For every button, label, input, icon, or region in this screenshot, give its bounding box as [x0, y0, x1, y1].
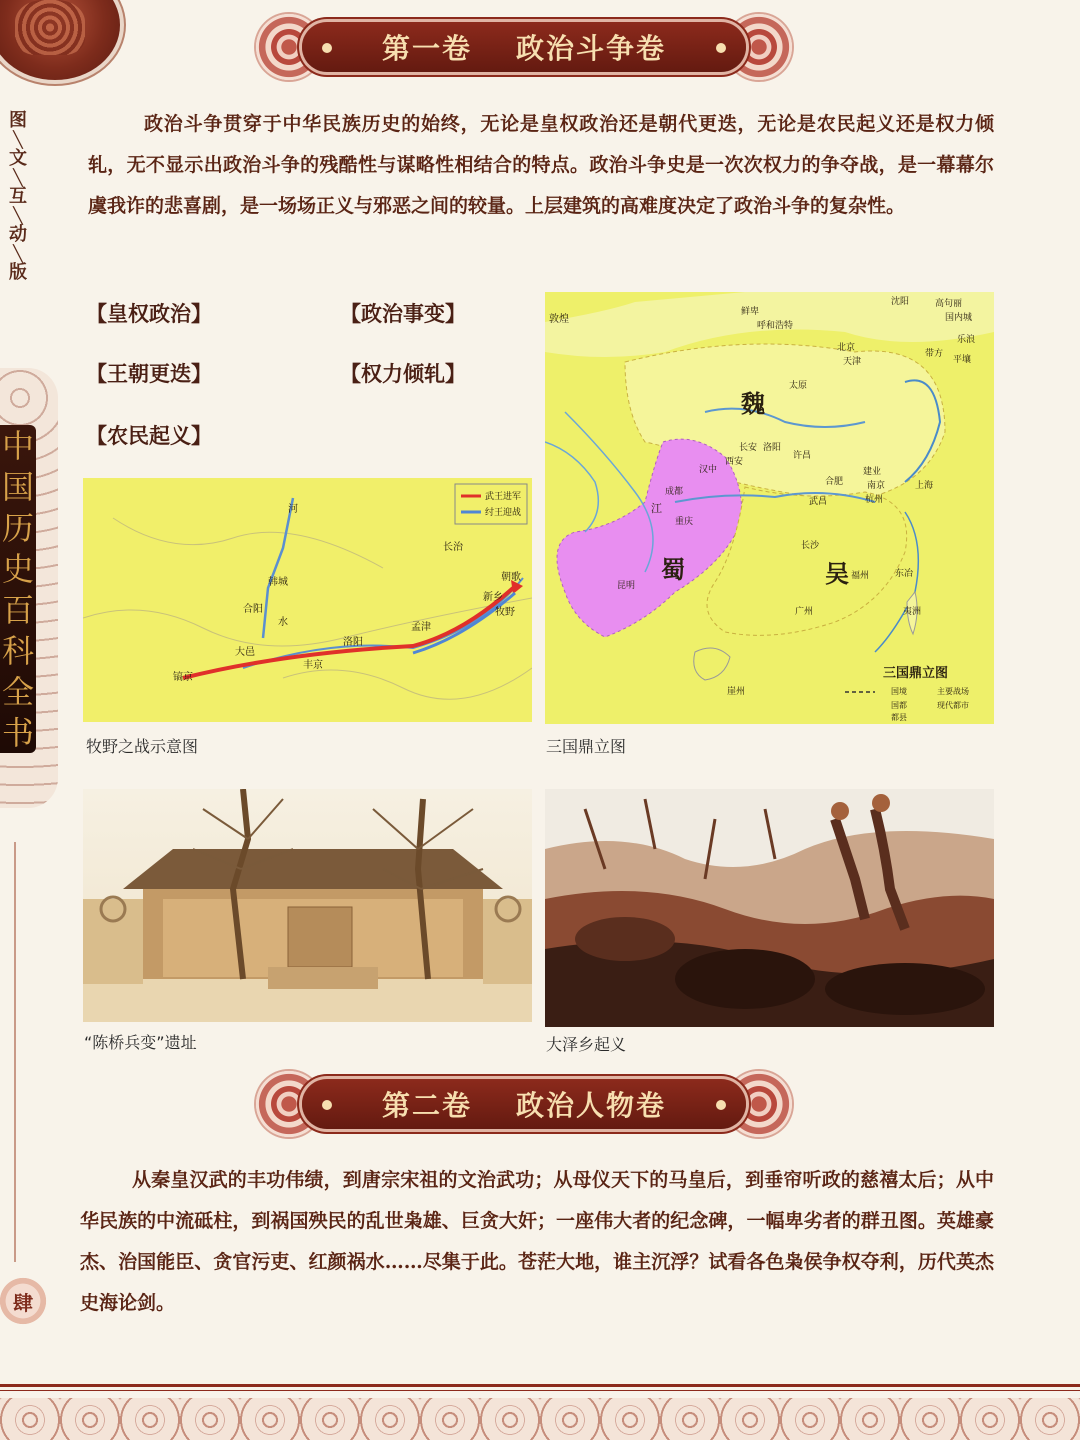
map-place-label: 平壤 [953, 355, 972, 365]
map-place-label: 高句丽 [935, 299, 963, 309]
bullet-dot-icon [716, 1100, 726, 1110]
map-legend-label: 国境 [891, 687, 907, 696]
nav-separator: ╲ [13, 244, 23, 263]
muye-battle-map [83, 478, 532, 722]
map-place-label: 沈阳 [891, 297, 910, 307]
map-place-label: 合阳 [243, 604, 263, 615]
map-place-label: 南京 [867, 481, 886, 491]
map-place-label: 西安 [725, 457, 744, 467]
map-place-label: 长治 [443, 542, 463, 553]
three-kingdoms-map [545, 292, 994, 724]
map-place-label: 杭州 [865, 495, 884, 505]
bullet-dot-icon [322, 1100, 332, 1110]
banner-pill [302, 1079, 746, 1129]
map-place-label: 呼和浩特 [757, 321, 794, 331]
series-title-char: 中 [1, 426, 34, 465]
banner-pill [302, 22, 746, 72]
map-place-label: 韩城 [268, 577, 288, 588]
map-place-label: 鲜卑 [741, 307, 760, 317]
topic-tag: 【权力倾轧】 [340, 361, 466, 386]
map-legend-label: 都县 [891, 713, 907, 722]
map-place-label: 许昌 [793, 451, 812, 461]
bottom-cloud-border [0, 1398, 1080, 1440]
bottom-rule [0, 1384, 1080, 1387]
map-place-label: 新乡 [483, 592, 503, 603]
nav-separator: ╲ [13, 206, 23, 225]
map-place-label: 广州 [795, 607, 814, 617]
map-place-label: 洛阳 [343, 637, 363, 648]
bullet-dot-icon [716, 43, 726, 53]
map-place-label: 江 [651, 502, 662, 515]
volume-title: 政治斗争卷 [516, 32, 667, 65]
nav-separator: ╲ [13, 168, 23, 187]
map-legend-label: 国都 [891, 701, 907, 710]
series-title-char: 史 [1, 549, 34, 588]
map-place-label: 天津 [843, 357, 862, 367]
corner-medallion-image [0, 0, 120, 80]
map-place-label: 带方 [925, 349, 944, 359]
volume-number: 第二卷 [381, 1089, 472, 1122]
map-place-label: 大邑 [235, 647, 255, 658]
map-place-label: 太原 [789, 381, 808, 391]
series-title-char: 国 [1, 467, 34, 506]
map-place-label: 牧野 [495, 607, 515, 618]
map-place-label: 上海 [915, 481, 934, 491]
map-legend-label: 武王进军 [485, 492, 522, 502]
side-divider [14, 842, 16, 1262]
nav-char: 文 [9, 148, 27, 169]
kingdom-label-wei: 魏 [741, 390, 765, 418]
bullet-dot-icon [322, 43, 332, 53]
map-place-label: 武昌 [809, 497, 828, 507]
map-place-label: 孟津 [411, 622, 431, 633]
nav-separator: ╲ [13, 130, 23, 149]
nav-char: 版 [9, 262, 27, 283]
nav-char: 动 [9, 224, 27, 245]
uprising-painting-graphic [545, 789, 994, 1027]
muye-map-caption: 牧野之战示意图 [86, 737, 199, 756]
topic-tag: 【皇权政治】 [86, 301, 212, 326]
series-title-char: 科 [1, 631, 34, 670]
volume-number: 第一卷 [381, 32, 472, 65]
kingdom-label-shu: 蜀 [661, 556, 685, 584]
page-number-glyph: 肆 [0, 1274, 50, 1328]
muye-map-graphic [83, 478, 532, 722]
side-nav [5, 110, 31, 284]
map-place-label: 福州 [851, 571, 870, 581]
series-title-char: 书 [1, 713, 34, 752]
map-place-label: 崖州 [727, 687, 746, 697]
map-place-label: 水 [278, 617, 288, 628]
map-place-label: 河 [288, 504, 298, 515]
nav-char: 互 [9, 186, 27, 207]
section1-intro: 政治斗争贯穿于中华民族历史的始终，无论是皇权政治还是朝代更迭，无论是农民起义还是权力倾轧，无不显示出政治斗争的残酷性与谋略性相结合的特点。政治斗争史是一次次权力的争夺战，是一幕幕尔虞我诈的悲喜剧，是一场场正义与邪恶之间的较量。上层建筑的高难度决定了政治斗争的复杂性。 [88, 113, 994, 217]
dazexiang-uprising-painting [545, 789, 994, 1027]
map-place-label: 重庆 [675, 517, 694, 527]
map-place-label: 敦煌 [549, 314, 569, 325]
map-place-label: 丰京 [303, 660, 323, 671]
topic-tag: 【王朝更迭】 [86, 361, 212, 386]
kingdom-label-wu: 吴 [825, 560, 849, 588]
map-place-label: 镐京 [173, 672, 193, 683]
series-title-char: 百 [1, 590, 34, 629]
map-place-label: 朝歌 [501, 572, 521, 583]
section2-banner [256, 1071, 792, 1141]
map-place-label: 汉中 [699, 465, 718, 475]
section2-intro: 从秦皇汉武的丰功伟绩，到唐宗宋祖的文治武功；从母仪天下的马皇后，到垂帘听政的慈禧太后；从中华民族的中流砥柱，到祸国殃民的乱世枭雄、巨贪大奸；一座伟大者的纪念碑，一幅卑劣者的群丑图。英雄豪杰、治国能臣、贪官污吏、红颜祸水……尽集于此。苍茫大地，谁主沉浮？试看各色枭侯争权夺利，历代英杰史海论剑。 [80, 1169, 994, 1314]
series-title-char: 全 [1, 672, 34, 711]
series-title-char: 历 [1, 508, 34, 547]
bottom-rule [0, 1390, 1080, 1391]
section1-banner [256, 14, 792, 84]
volume-title: 政治人物卷 [516, 1089, 667, 1122]
map-place-label: 国内城 [945, 313, 973, 323]
nav-char: 图 [9, 110, 27, 131]
map-place-label: 夷洲 [903, 607, 922, 617]
map-place-label: 成都 [665, 487, 684, 497]
map-place-label: 北京 [837, 343, 856, 353]
map-place-label: 长沙 [801, 541, 820, 551]
map-legend-label: 现代都市 [937, 701, 969, 710]
topic-tag: 【农民起义】 [86, 423, 212, 448]
series-title [0, 425, 36, 753]
map-place-label: 合肥 [825, 477, 844, 487]
map-legend-label: 纣王迎战 [485, 508, 522, 518]
map-place-label: 乐浪 [957, 335, 976, 345]
temple-photo-graphic [83, 789, 532, 1022]
map-place-label: 建业 [863, 467, 882, 477]
map-place-label: 昆明 [617, 581, 636, 591]
three-kingdoms-map-caption: 三国鼎立图 [546, 737, 627, 756]
map-inset-title: 三国鼎立图 [883, 666, 949, 681]
chenqiao-caption: “陈桥兵变”遗址 [84, 1033, 197, 1052]
dazexiang-caption: 大泽乡起义 [546, 1035, 627, 1054]
chenqiao-site-photo [83, 789, 532, 1022]
map-place-label: 东冶 [895, 569, 914, 579]
map-place-label: 洛阳 [763, 443, 782, 453]
topic-tag: 【政治事变】 [340, 301, 466, 326]
map-place-label: 长安 [739, 443, 758, 453]
map-legend-label: 主要战场 [937, 687, 969, 696]
